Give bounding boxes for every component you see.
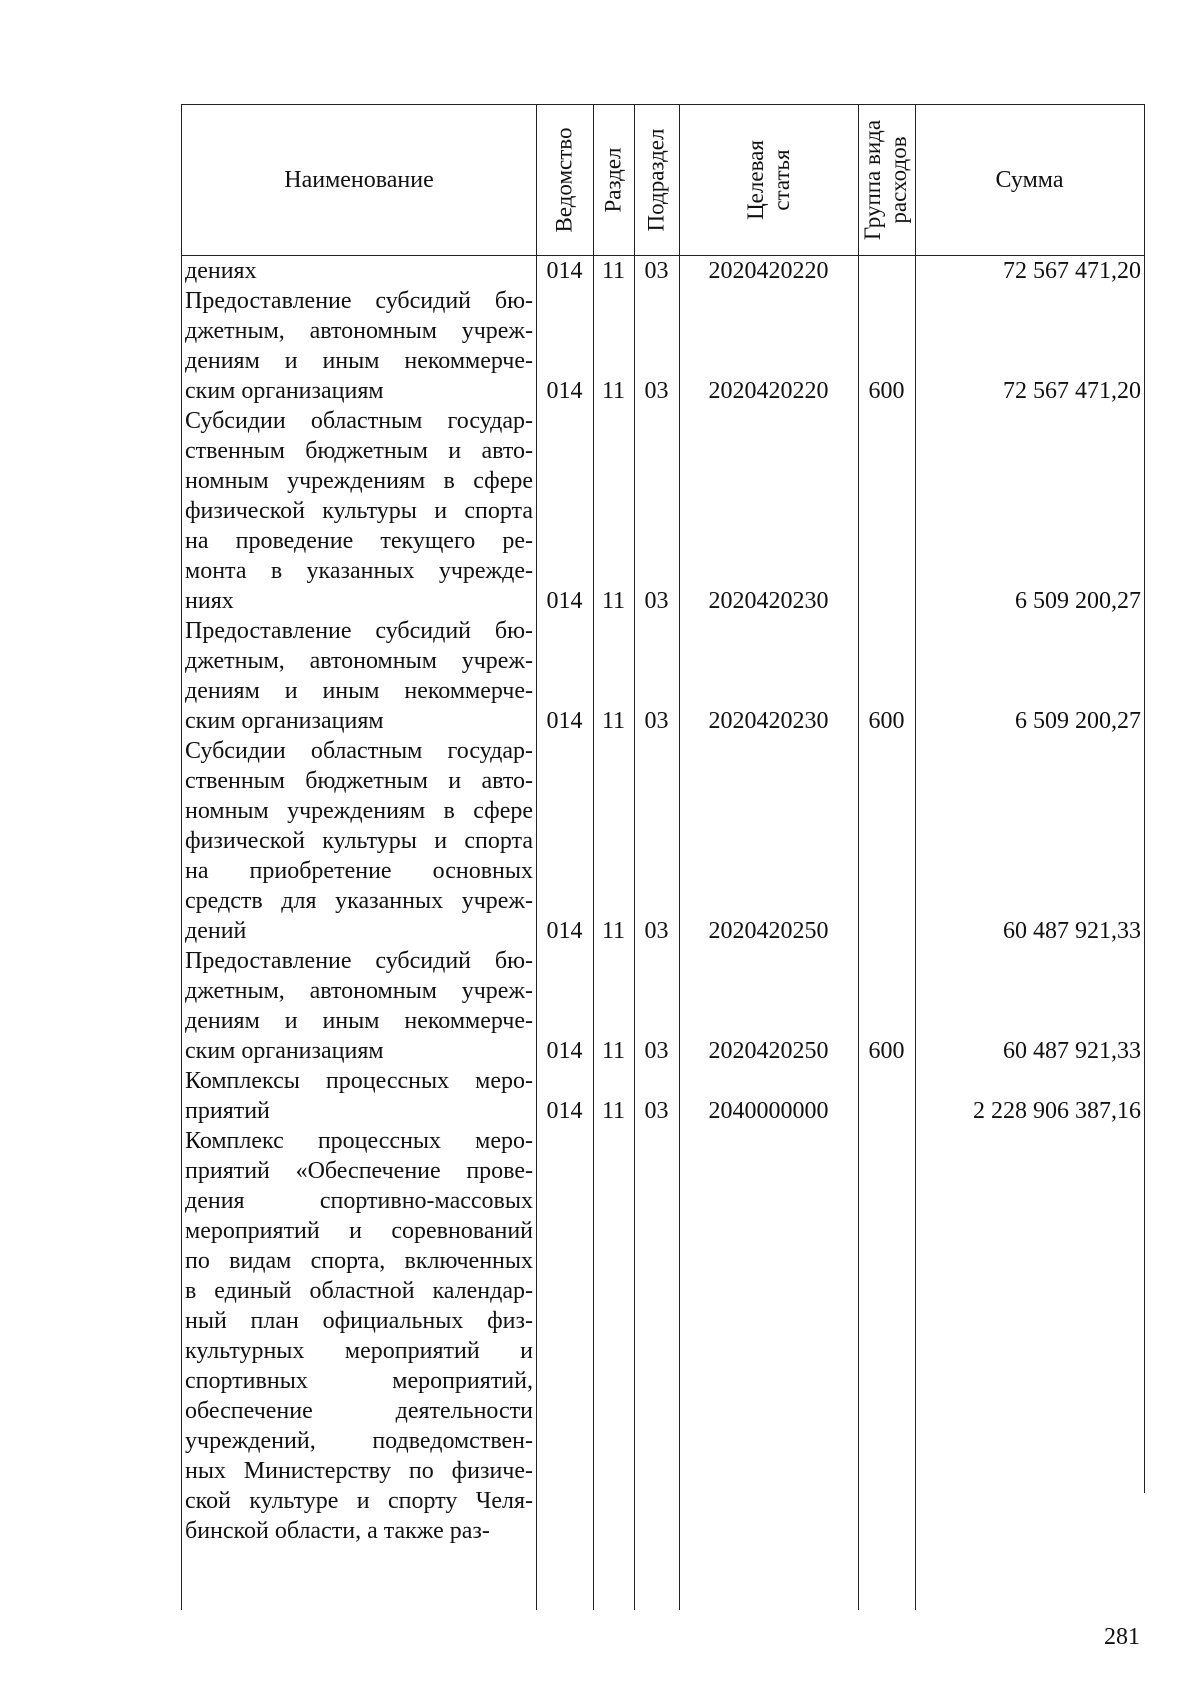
row-name-line: Предоставление субсидий бю- <box>185 618 533 644</box>
row-sum: 60 487 921,33 <box>1003 1038 1141 1064</box>
row-sum: 2 228 906 387,16 <box>973 1098 1141 1124</box>
row-target-article: 2040000000 <box>708 1098 829 1124</box>
row-target-article: 2020420220 <box>708 378 829 404</box>
row-section: 11 <box>601 1038 626 1064</box>
row-name-line: Комплексы процессных меро- <box>185 1068 533 1094</box>
row-name-line: ским организациям <box>185 378 384 404</box>
row-name-line: ским организациям <box>185 1038 384 1064</box>
row-name-line: ственным бюджетным и авто- <box>185 438 533 464</box>
table-row <box>182 616 1145 736</box>
header-section: Раздел <box>600 147 626 213</box>
row-subsection: 03 <box>644 1038 669 1064</box>
row-name-line: Предоставление субсидий бю- <box>185 288 533 314</box>
row-name-line: номным учреждениям в сфере <box>185 798 533 824</box>
header-department: Ведомство <box>551 127 577 233</box>
row-name-line: ственным бюджетным и авто- <box>185 768 533 794</box>
row-name-line: физической культуры и спорта <box>185 498 533 524</box>
row-name <box>182 616 536 736</box>
row-name-line: номным учреждениям в сфере <box>185 468 533 494</box>
row-name <box>182 736 536 946</box>
row-subsection: 03 <box>644 588 669 614</box>
row-department: 014 <box>546 378 583 404</box>
table-row <box>182 1066 1145 1126</box>
row-sum: 72 567 471,20 <box>1003 378 1141 404</box>
row-name-line: приятий «Обеспечение прове- <box>185 1158 533 1184</box>
table-row <box>182 256 1145 286</box>
table-row <box>182 406 1145 616</box>
row-name <box>182 286 536 406</box>
row-name-line: монта в указанных учрежде- <box>185 558 533 584</box>
row-name-line: дениях <box>185 258 257 284</box>
row-name-line: по видам спорта, включенных <box>185 1248 533 1274</box>
row-department: 014 <box>546 918 583 944</box>
row-name-line: Субсидии областным государ- <box>185 408 533 434</box>
row-sum: 6 509 200,27 <box>1015 708 1141 734</box>
row-name <box>182 1126 536 1546</box>
row-section: 11 <box>601 918 626 944</box>
header-subsection: Подраздел <box>643 128 669 232</box>
row-name-line: джетным, автономным учреж- <box>185 978 533 1004</box>
table-body <box>182 256 1145 1546</box>
row-department: 014 <box>546 1098 583 1124</box>
row-name-line: ниях <box>185 588 234 614</box>
row-name-line: на приобретение основных <box>185 858 533 884</box>
row-name <box>182 946 536 1066</box>
row-name <box>182 1066 536 1126</box>
row-target-article: 2020420230 <box>708 588 829 614</box>
row-section: 11 <box>601 1098 626 1124</box>
row-name-line: ный план официальных физ- <box>185 1308 533 1334</box>
row-section: 11 <box>601 258 626 284</box>
row-subsection: 03 <box>644 918 669 944</box>
row-name-line: ским организациям <box>185 708 384 734</box>
row-sum: 72 567 471,20 <box>1003 258 1141 284</box>
row-name-line: бинской области, а также раз- <box>185 1518 490 1544</box>
row-name-line: учреждений, подведомствен- <box>185 1428 533 1454</box>
row-subsection: 03 <box>644 378 669 404</box>
table-row <box>182 1126 1145 1546</box>
row-name-line: дениям и иным некоммерче- <box>185 678 533 704</box>
row-department: 014 <box>546 588 583 614</box>
header-sum: Сумма <box>995 166 1064 193</box>
row-expense-group: 600 <box>868 1038 905 1064</box>
row-subsection: 03 <box>644 1098 669 1124</box>
row-name-line: Комплекс процессных меро- <box>185 1128 533 1154</box>
row-name <box>182 256 536 286</box>
row-target-article: 2020420230 <box>708 708 829 734</box>
row-name-line: Субсидии областным государ- <box>185 738 533 764</box>
row-name-line: средств для указанных учреж- <box>185 888 533 914</box>
row-department: 014 <box>546 258 583 284</box>
row-expense-group: 600 <box>868 708 905 734</box>
header-expense-group: Группа вида расходов <box>860 119 912 241</box>
row-subsection: 03 <box>644 258 669 284</box>
header-name: Наименование <box>284 166 434 193</box>
row-name-line: мероприятий и соревнований <box>185 1218 533 1244</box>
row-name-line: физической культуры и спорта <box>185 828 533 854</box>
row-section: 11 <box>601 378 626 404</box>
row-name-line: джетным, автономным учреж- <box>185 648 533 674</box>
row-name-line: дения спортивно-массовых <box>185 1188 533 1214</box>
row-name-line: дениям и иным некоммерче- <box>185 348 533 374</box>
row-target-article: 2020420250 <box>708 918 829 944</box>
header-target-article: Целевая статья <box>742 140 794 220</box>
row-expense-group: 600 <box>868 378 905 404</box>
row-department: 014 <box>546 1038 583 1064</box>
row-sum: 6 509 200,27 <box>1015 588 1141 614</box>
table-row <box>182 946 1145 1066</box>
row-sum: 60 487 921,33 <box>1003 918 1141 944</box>
page-number: 281 <box>1104 1624 1140 1650</box>
row-subsection: 03 <box>644 708 669 734</box>
row-department: 014 <box>546 708 583 734</box>
row-name-line: приятий <box>185 1098 270 1124</box>
row-section: 11 <box>601 708 626 734</box>
row-name-line: джетным, автономным учреж- <box>185 318 533 344</box>
row-name-line: Предоставление субсидий бю- <box>185 948 533 974</box>
row-name-line: культурных мероприятий и <box>185 1338 533 1364</box>
row-name-line: ных Министерству по физиче- <box>185 1458 533 1484</box>
row-name-line: дений <box>185 918 247 944</box>
table-row <box>182 736 1145 946</box>
row-name <box>182 406 536 616</box>
row-name-line: спортивных мероприятий, <box>185 1368 533 1394</box>
table-row <box>182 286 1145 406</box>
row-name-line: дениям и иным некоммерче- <box>185 1008 533 1034</box>
row-section: 11 <box>601 588 626 614</box>
row-target-article: 2020420220 <box>708 258 829 284</box>
row-target-article: 2020420250 <box>708 1038 829 1064</box>
row-name-line: обеспечение деятельности <box>185 1398 533 1424</box>
row-name-line: ской культуре и спорту Челя- <box>185 1488 533 1514</box>
row-name-line: на проведение текущего ре- <box>185 528 533 554</box>
row-name-line: в единый областной календар- <box>185 1278 533 1304</box>
budget-table <box>181 104 1145 1610</box>
